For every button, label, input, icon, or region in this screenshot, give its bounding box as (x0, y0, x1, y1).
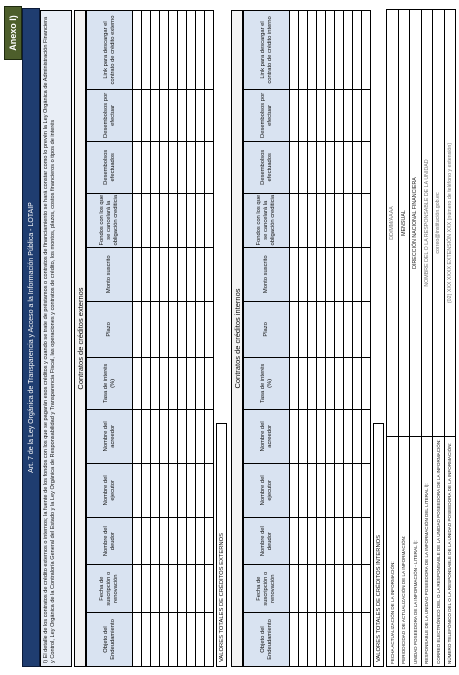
table-cell (160, 301, 169, 357)
table-cell (205, 463, 214, 517)
table-row (290, 11, 299, 667)
col-tasa-interes: Tasa de interés (%) (244, 357, 290, 409)
table-cell (196, 612, 205, 666)
table-cell (133, 11, 142, 90)
col-objeto-endeudamiento: Objeto del Endeudamiento (87, 612, 133, 666)
table-cell (326, 141, 335, 193)
table-cell (205, 301, 214, 357)
table-row (178, 11, 187, 667)
table-cell (205, 409, 214, 463)
table-cell (133, 89, 142, 141)
table-cell (335, 141, 344, 193)
table-cell (133, 409, 142, 463)
table-row (362, 11, 371, 667)
col-fondos-cancelacion: Fondos con los que se cancelará la obligación crediticia (87, 193, 133, 247)
table-cell (169, 409, 178, 463)
table-cell (196, 193, 205, 247)
table-cell (308, 463, 317, 517)
table-cell (299, 612, 308, 666)
table-cell (196, 89, 205, 141)
col-nombre-deudor: Nombre del deudor (87, 517, 133, 565)
table-cell (290, 301, 299, 357)
table-cell (362, 612, 371, 666)
table-cell (362, 141, 371, 193)
table-cell (142, 409, 151, 463)
table-cell (151, 517, 160, 565)
table-row (169, 11, 178, 667)
table-cell (151, 141, 160, 193)
external-section-title: Contratos de créditos externos (74, 10, 86, 667)
internal-section-title: Contratos de créditos internos (231, 10, 243, 667)
footer-row (410, 10, 422, 667)
table-cell (335, 193, 344, 247)
table-cell (151, 11, 160, 90)
table-row (205, 11, 214, 667)
table-cell (317, 517, 326, 565)
col-tasa-interes: Tasa de interés (%) (87, 357, 133, 409)
table-cell (178, 565, 187, 613)
table-cell (160, 409, 169, 463)
table-cell (290, 409, 299, 463)
table-cell (317, 612, 326, 666)
table-cell (317, 463, 326, 517)
table-cell (362, 11, 371, 90)
table-cell (308, 11, 317, 90)
table-cell (151, 565, 160, 613)
table-cell (133, 565, 142, 613)
table-cell (133, 357, 142, 409)
table-row (196, 11, 205, 667)
table-cell (326, 301, 335, 357)
table-cell (344, 463, 353, 517)
table-cell (169, 89, 178, 141)
table-cell (160, 357, 169, 409)
table-cell (335, 301, 344, 357)
table-cell (299, 409, 308, 463)
table-cell (178, 247, 187, 301)
footer-value: DD/MM/AAAA (387, 10, 399, 437)
table-cell (362, 301, 371, 357)
table-cell (133, 463, 142, 517)
table-row (344, 11, 353, 667)
table-row (353, 11, 362, 667)
table-cell (187, 301, 196, 357)
table-cell (142, 247, 151, 301)
table-cell (290, 463, 299, 517)
table-cell (299, 141, 308, 193)
col-nombre-ejecutor: Nombre del ejecutor (244, 463, 290, 517)
col-desembolsos-por-efectuar: Desembolsos por efectuar (87, 89, 133, 141)
table-cell (326, 89, 335, 141)
table-cell (362, 463, 371, 517)
col-desembolsos-efectuados: Desembolsos efectuados (87, 141, 133, 193)
table-cell (308, 301, 317, 357)
table-cell (160, 141, 169, 193)
table-cell (344, 517, 353, 565)
table-row (308, 11, 317, 667)
table-cell (133, 141, 142, 193)
table-cell (335, 565, 344, 613)
footer-label: UNIDAD POSEEDORA DE LA INFORMACIÓN - LITERAL l): (410, 437, 422, 667)
footer-row (398, 10, 410, 667)
table-cell (142, 463, 151, 517)
external-contracts-table (86, 10, 214, 667)
table-cell (142, 141, 151, 193)
table-cell (178, 193, 187, 247)
table-cell (353, 141, 362, 193)
footer-info-table (386, 9, 456, 667)
col-fondos-cancelacion: Fondos con los que se cancelará la obligación crediticia (244, 193, 290, 247)
table-cell (160, 89, 169, 141)
table-cell (290, 247, 299, 301)
table-cell (362, 247, 371, 301)
table-cell (205, 89, 214, 141)
table-cell (308, 193, 317, 247)
table-cell (299, 463, 308, 517)
col-nombre-ejecutor: Nombre del ejecutor (87, 463, 133, 517)
footer-row (421, 10, 433, 667)
table-cell (317, 565, 326, 613)
table-cell (335, 247, 344, 301)
table-cell (187, 565, 196, 613)
table-cell (151, 409, 160, 463)
table-cell (142, 565, 151, 613)
table-cell (290, 517, 299, 565)
table-row (335, 11, 344, 667)
internal-contracts-table (243, 10, 371, 667)
table-cell (142, 612, 151, 666)
table-cell (362, 193, 371, 247)
table-cell (196, 357, 205, 409)
table-cell (160, 11, 169, 90)
table-cell (142, 11, 151, 90)
table-cell (362, 357, 371, 409)
table-cell (317, 247, 326, 301)
table-cell (178, 11, 187, 90)
table-cell (160, 463, 169, 517)
table-cell (142, 517, 151, 565)
table-cell (205, 612, 214, 666)
table-cell (178, 301, 187, 357)
table-cell (290, 612, 299, 666)
table-cell (335, 517, 344, 565)
table-cell (178, 141, 187, 193)
table-cell (335, 612, 344, 666)
table-cell (142, 357, 151, 409)
table-cell (187, 193, 196, 247)
table-cell (353, 247, 362, 301)
table-cell (133, 193, 142, 247)
table-cell (353, 565, 362, 613)
col-desembolsos-efectuados: Desembolsos efectuados (244, 141, 290, 193)
table-cell (205, 517, 214, 565)
table-cell (169, 301, 178, 357)
table-cell (317, 409, 326, 463)
table-cell (326, 193, 335, 247)
table-cell (344, 11, 353, 90)
external-totals-label: VALORES TOTALES DE CRÉDITOS EXTERNOS (216, 423, 227, 667)
table-cell (353, 89, 362, 141)
table-cell (178, 517, 187, 565)
table-cell (299, 357, 308, 409)
table-cell (344, 247, 353, 301)
col-monto-suscrito: Monto suscrito (244, 247, 290, 301)
col-plazo: Plazo (87, 301, 133, 357)
table-cell (308, 612, 317, 666)
table-cell (290, 89, 299, 141)
table-cell (290, 357, 299, 409)
table-cell (326, 409, 335, 463)
table-cell (133, 301, 142, 357)
table-row (299, 11, 308, 667)
table-cell (308, 247, 317, 301)
table-cell (169, 141, 178, 193)
col-desembolsos-por-efectuar: Desembolsos por efectuar (244, 89, 290, 141)
table-cell (344, 612, 353, 666)
table-cell (169, 11, 178, 90)
footer-value: (02) XXX XXXX EXTENSIÓN XXX (número de teléfono y extensión) (444, 10, 456, 437)
table-cell (205, 565, 214, 613)
table-cell (169, 517, 178, 565)
table-cell (344, 301, 353, 357)
table-cell (187, 247, 196, 301)
table-cell (362, 89, 371, 141)
table-row (151, 11, 160, 667)
table-cell (308, 141, 317, 193)
annex-label: Anexo l) (4, 6, 22, 60)
footer-value: NOMBRE DEL O LA RESPONSABLE DE LA UNIDAD (421, 10, 433, 437)
table-cell (317, 301, 326, 357)
table-cell (169, 612, 178, 666)
col-nombre-deudor: Nombre del deudor (244, 517, 290, 565)
table-cell (317, 193, 326, 247)
table-cell (335, 11, 344, 90)
table-cell (205, 247, 214, 301)
table-cell (178, 409, 187, 463)
footer-label: PERIODICIDAD DE ACTUALIZACIÓN DE LA INFORMACIÓN: (398, 437, 410, 667)
table-cell (326, 517, 335, 565)
table-cell (133, 247, 142, 301)
table-cell (353, 301, 362, 357)
table-cell (178, 89, 187, 141)
internal-totals-label: VALORES TOTALES DE CRÉDITOS INTERNOS (373, 423, 384, 667)
table-cell (151, 193, 160, 247)
table-cell (299, 301, 308, 357)
col-fecha-suscripcion: Fecha de suscripción o renovación (244, 565, 290, 613)
footer-label: FECHA ACTUALIZACIÓN DE LA INFORMACIÓN: (387, 437, 399, 667)
table-cell (317, 89, 326, 141)
table-cell (187, 517, 196, 565)
table-cell (160, 193, 169, 247)
table-cell (317, 11, 326, 90)
table-cell (299, 247, 308, 301)
table-cell (308, 565, 317, 613)
table-cell (196, 11, 205, 90)
table-cell (326, 11, 335, 90)
table-cell (142, 193, 151, 247)
table-cell (169, 565, 178, 613)
table-row (187, 11, 196, 667)
table-cell (160, 565, 169, 613)
table-cell (205, 357, 214, 409)
table-cell (178, 612, 187, 666)
footer-label: CORREO ELECTRÓNICO DEL O LA RESPONSABLE DE LA UNIDAD POSEEDORA DE LA INFORMACIÓN: (433, 437, 445, 667)
table-row (326, 11, 335, 667)
table-cell (196, 409, 205, 463)
table-cell (160, 612, 169, 666)
table-cell (299, 517, 308, 565)
table-cell (326, 565, 335, 613)
table-cell (344, 89, 353, 141)
table-cell (187, 357, 196, 409)
table-cell (169, 463, 178, 517)
table-cell (308, 517, 317, 565)
table-cell (335, 357, 344, 409)
table-cell (290, 11, 299, 90)
table-cell (187, 612, 196, 666)
table-cell (353, 517, 362, 565)
table-cell (196, 301, 205, 357)
table-cell (196, 247, 205, 301)
table-cell (290, 565, 299, 613)
table-cell (335, 409, 344, 463)
table-cell (169, 247, 178, 301)
description-text: l) El detalle de los contratos de crédito externos o internos; la fuente de los fondos con los que se pagarán esos créditos y cuando se trate de préstamos o contratos de financiamiento se hará constar como lo prevén la Ley Orgánica de Administración Financiera y Control, Ley Orgánica de la Contraloría General del Estado y la Ley Orgánica de Responsabilidad y Transparencia Fiscal, las operaciones y contratos de crédito, los montos, plazos, costos financieros o tipos de interés (40, 10, 72, 667)
table-cell (205, 193, 214, 247)
table-cell (205, 141, 214, 193)
table-cell (299, 565, 308, 613)
table-cell (151, 89, 160, 141)
table-cell (308, 409, 317, 463)
table-cell (196, 565, 205, 613)
col-link-contrato-interno: Link para descargar el contrato de crédito interno (244, 11, 290, 90)
table-cell (299, 11, 308, 90)
table-cell (335, 89, 344, 141)
col-plazo: Plazo (244, 301, 290, 357)
table-cell (353, 463, 362, 517)
table-cell (344, 357, 353, 409)
table-cell (344, 141, 353, 193)
table-cell (326, 357, 335, 409)
col-link-contrato-externo: Link para descargar el contrato de crédito externo (87, 11, 133, 90)
table-cell (353, 409, 362, 463)
table-row (160, 11, 169, 667)
col-objeto-endeudamiento: Objeto del Endeudamiento (244, 612, 290, 666)
table-cell (142, 89, 151, 141)
table-cell (151, 301, 160, 357)
table-cell (299, 89, 308, 141)
table-cell (187, 409, 196, 463)
table-cell (344, 193, 353, 247)
table-cell (353, 612, 362, 666)
table-cell (196, 517, 205, 565)
footer-row (433, 10, 445, 667)
table-cell (317, 357, 326, 409)
table-cell (187, 463, 196, 517)
table-cell (290, 193, 299, 247)
table-cell (299, 193, 308, 247)
table-cell (353, 193, 362, 247)
table-row (317, 11, 326, 667)
col-monto-suscrito: Monto suscrito (87, 247, 133, 301)
table-cell (344, 565, 353, 613)
table-cell (353, 357, 362, 409)
col-nombre-acreedor: Nombre del acreedor (87, 409, 133, 463)
table-cell (187, 11, 196, 90)
table-cell (196, 141, 205, 193)
table-cell (326, 463, 335, 517)
table-cell (169, 193, 178, 247)
table-cell (151, 357, 160, 409)
table-cell (362, 565, 371, 613)
col-nombre-acreedor: Nombre del acreedor (244, 409, 290, 463)
table-cell (178, 463, 187, 517)
table-cell (133, 612, 142, 666)
table-cell (317, 141, 326, 193)
table-cell (326, 247, 335, 301)
table-cell (133, 517, 142, 565)
footer-label: RESPONSABLE DE LA UNIDAD POSEEDORA DE LA INFORMACIÓN DEL LITERAL l): (421, 437, 433, 667)
table-cell (151, 612, 160, 666)
footer-label: NÚMERO TELEFÓNICO DEL O LA RESPONSABLE DE LA UNIDAD POSEEDORA DE LA INFORMACIÓN: (444, 437, 456, 667)
table-cell (353, 11, 362, 90)
table-cell (362, 517, 371, 565)
table-cell (151, 247, 160, 301)
table-cell (151, 463, 160, 517)
table-cell (326, 612, 335, 666)
footer-value: correo@institución.gob.ec (433, 10, 445, 437)
table-cell (290, 141, 299, 193)
table-cell (205, 11, 214, 90)
table-cell (308, 357, 317, 409)
footer-value: DIRECCIÓN NACIONAL FINANCIERA (410, 10, 422, 437)
table-cell (344, 409, 353, 463)
table-cell (196, 463, 205, 517)
table-cell (160, 247, 169, 301)
table-cell (178, 357, 187, 409)
table-cell (308, 89, 317, 141)
table-row (133, 11, 142, 667)
table-cell (142, 301, 151, 357)
footer-value: MENSUAL (398, 10, 410, 437)
table-cell (335, 463, 344, 517)
col-fecha-suscripcion: Fecha de suscripción o renovación (87, 565, 133, 613)
footer-row (387, 10, 399, 667)
table-cell (169, 357, 178, 409)
table-row (142, 11, 151, 667)
table-cell (187, 141, 196, 193)
table-cell (160, 517, 169, 565)
footer-row (444, 10, 456, 667)
table-cell (362, 409, 371, 463)
table-cell (187, 89, 196, 141)
article-title-band: Art. 7 de la Ley Orgánica de Transparencia y Acceso a la Información Pública - LOTAIP (22, 8, 40, 667)
